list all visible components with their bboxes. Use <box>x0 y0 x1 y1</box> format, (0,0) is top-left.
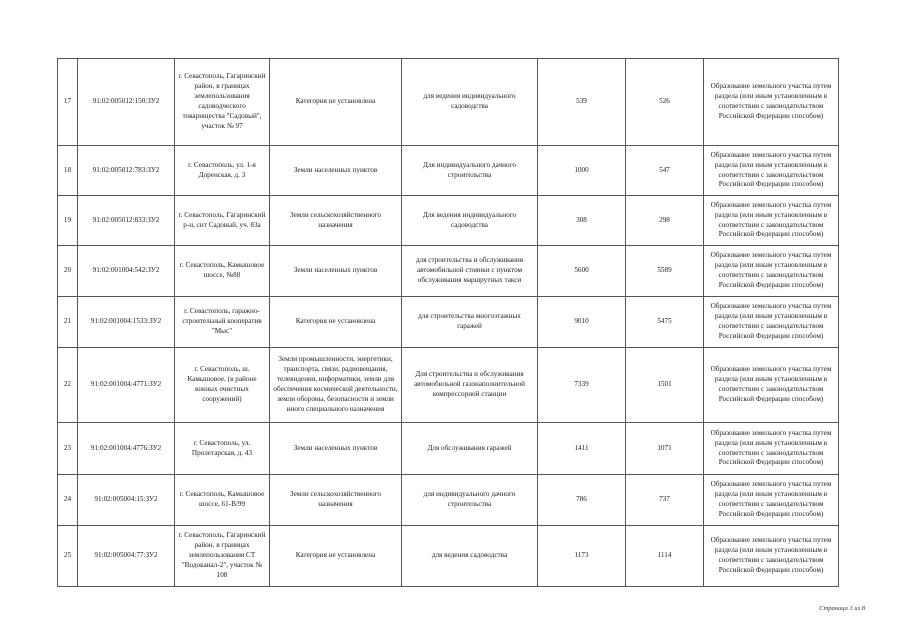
address-cell: г. Севастополь, Гагаринский район, в границах землепользования садоводческого товарищества "Садовый", участок № 97 <box>175 59 270 146</box>
cadastral-number-cell: 91:02:005012:833:ЗУ2 <box>78 196 175 246</box>
table-row <box>58 526 839 587</box>
table-row <box>58 246 839 297</box>
row-number-cell: 22 <box>58 348 78 423</box>
permitted-use-cell: для строительства многоэтажных гаражей <box>402 297 538 348</box>
table-row <box>58 59 839 146</box>
address-cell: г. Севастополь, гаражно-строительный кооператив "Мыс" <box>175 297 270 348</box>
address-cell: г. Севастополь, ш. Камышовое, (в районе южных очистных сооружений) <box>175 348 270 423</box>
cadastral-number-cell: 91:02:005004:77:ЗУ2 <box>78 526 175 587</box>
permitted-use-cell: Для индивидуального дачного строительства <box>402 146 538 196</box>
area-formed-cell: 547 <box>626 146 704 196</box>
cadastral-number-cell: 91:02:005012:783:ЗУ2 <box>78 146 175 196</box>
table-row <box>58 196 839 246</box>
area-formed-cell: 298 <box>626 196 704 246</box>
land-category-cell: Земли сельскохозяйственного назначения <box>270 475 402 526</box>
land-category-cell: Категория не установлена <box>270 297 402 348</box>
cadastral-number-cell: 91:02:005012:150:ЗУ2 <box>78 59 175 146</box>
table-row <box>58 475 839 526</box>
land-category-cell: Земли сельскохозяйственного назначения <box>270 196 402 246</box>
row-number-cell: 18 <box>58 146 78 196</box>
area-original-cell: 539 <box>538 59 626 146</box>
permitted-use-cell: для ведения садоводства <box>402 526 538 587</box>
area-original-cell: 5600 <box>538 246 626 297</box>
formation-method-cell: Образование земельного участка путем раздела (или иным установленным в соответствии с законодательством Российской Федерации способом) <box>704 196 839 246</box>
row-number-cell: 17 <box>58 59 78 146</box>
area-formed-cell: 5475 <box>626 297 704 348</box>
row-number-cell: 23 <box>58 423 78 475</box>
row-number-cell: 20 <box>58 246 78 297</box>
area-formed-cell: 1114 <box>626 526 704 587</box>
permitted-use-cell: для индивидуального дачного строительства <box>402 475 538 526</box>
land-category-cell: Земли населенных пунктов <box>270 246 402 297</box>
permitted-use-cell: Для обслуживания гаражей <box>402 423 538 475</box>
table-row <box>58 348 839 423</box>
area-formed-cell: 1501 <box>626 348 704 423</box>
address-cell: г. Севастополь, Гагаринский р-н, снт Садовый, уч. 83а <box>175 196 270 246</box>
land-category-cell: Категория не установлена <box>270 59 402 146</box>
formation-method-cell: Образование земельного участка путем раздела (или иным установленным в соответствии с законодательством Российской Федерации способом) <box>704 297 839 348</box>
area-formed-cell: 737 <box>626 475 704 526</box>
address-cell: г. Севастополь, Камышовое шоссе, 61-В/99 <box>175 475 270 526</box>
address-cell: г. Севастополь, Камышовое шоссе, №80 <box>175 246 270 297</box>
permitted-use-cell: Для строительства и обслуживания автомобильной газонаполнительной компрессорной станции <box>402 348 538 423</box>
formation-method-cell: Образование земельного участка путем раздела (или иным установленным в соответствии с законодательством Российской Федерации способом) <box>704 475 839 526</box>
permitted-use-cell: для ведения индивидуального садоводства <box>402 59 538 146</box>
formation-method-cell: Образование земельного участка путем раздела (или иным установленным в соответствии с законодательством Российской Федерации способом) <box>704 348 839 423</box>
land-plots-table <box>57 58 839 587</box>
row-number-cell: 25 <box>58 526 78 587</box>
cadastral-number-cell: 91:02:001004:4771:ЗУ2 <box>78 348 175 423</box>
land-category-cell: Земли населенных пунктов <box>270 423 402 475</box>
permitted-use-cell: для строительства и обслуживания автомобильной стоянки с пунктом обслуживания маршрутных такси <box>402 246 538 297</box>
table-row <box>58 146 839 196</box>
area-original-cell: 1000 <box>538 146 626 196</box>
formation-method-cell: Образование земельного участка путем раздела (или иным установленным в соответствии с законодательством Российской Федерации способом) <box>704 526 839 587</box>
row-number-cell: 21 <box>58 297 78 348</box>
address-cell: г. Севастополь, ул. Пролетарская, д. 43 <box>175 423 270 475</box>
land-category-cell: Земли промышленности, энергетики, транспорта, связи, радиовещания, телевидения, информатики, земли для обеспечения космической деятельности, земли обороны, безопасности и земли иного специального назначения <box>270 348 402 423</box>
area-original-cell: 1173 <box>538 526 626 587</box>
table-row <box>58 297 839 348</box>
formation-method-cell: Образование земельного участка путем раздела (или иным установленным в соответствии с законодательством Российской Федерации способом) <box>704 59 839 146</box>
row-number-cell: 19 <box>58 196 78 246</box>
area-original-cell: 9010 <box>538 297 626 348</box>
address-cell: г. Севастополь, Гагаринский район, в границах землепользования СТ "Водоканал-2", участок № 108 <box>175 526 270 587</box>
area-formed-cell: 1071 <box>626 423 704 475</box>
area-original-cell: 1411 <box>538 423 626 475</box>
permitted-use-cell: Для ведения индивидуального садоводства <box>402 196 538 246</box>
table-row <box>58 423 839 475</box>
area-original-cell: 7339 <box>538 348 626 423</box>
cadastral-number-cell: 91:02:005004:15:ЗУ2 <box>78 475 175 526</box>
area-original-cell: 308 <box>538 196 626 246</box>
formation-method-cell: Образование земельного участка путем раздела (или иным установленным в соответствии с законодательством Российской Федерации способом) <box>704 246 839 297</box>
land-category-cell: Земли населенных пунктов <box>270 146 402 196</box>
row-number-cell: 24 <box>58 475 78 526</box>
table-body <box>58 59 839 587</box>
land-category-cell: Категория не установлена <box>270 526 402 587</box>
cadastral-number-cell: 91:02:001004:1533:ЗУ2 <box>78 297 175 348</box>
page-number: Страница 3 из 8 <box>819 605 865 612</box>
area-formed-cell: 5589 <box>626 246 704 297</box>
area-original-cell: 786 <box>538 475 626 526</box>
formation-method-cell: Образование земельного участка путем раздела (или иным установленным в соответствии с законодательством Российской Федерации способом) <box>704 146 839 196</box>
area-formed-cell: 526 <box>626 59 704 146</box>
address-cell: г. Севастополь, ул. 1-я Доренская, д. 3 <box>175 146 270 196</box>
cadastral-number-cell: 91:02:001004:4776:ЗУ2 <box>78 423 175 475</box>
cadastral-number-cell: 91:02:001004:542:ЗУ2 <box>78 246 175 297</box>
formation-method-cell: Образование земельного участка путем раздела (или иным установленным в соответствии с законодательством Российской Федерации способом) <box>704 423 839 475</box>
